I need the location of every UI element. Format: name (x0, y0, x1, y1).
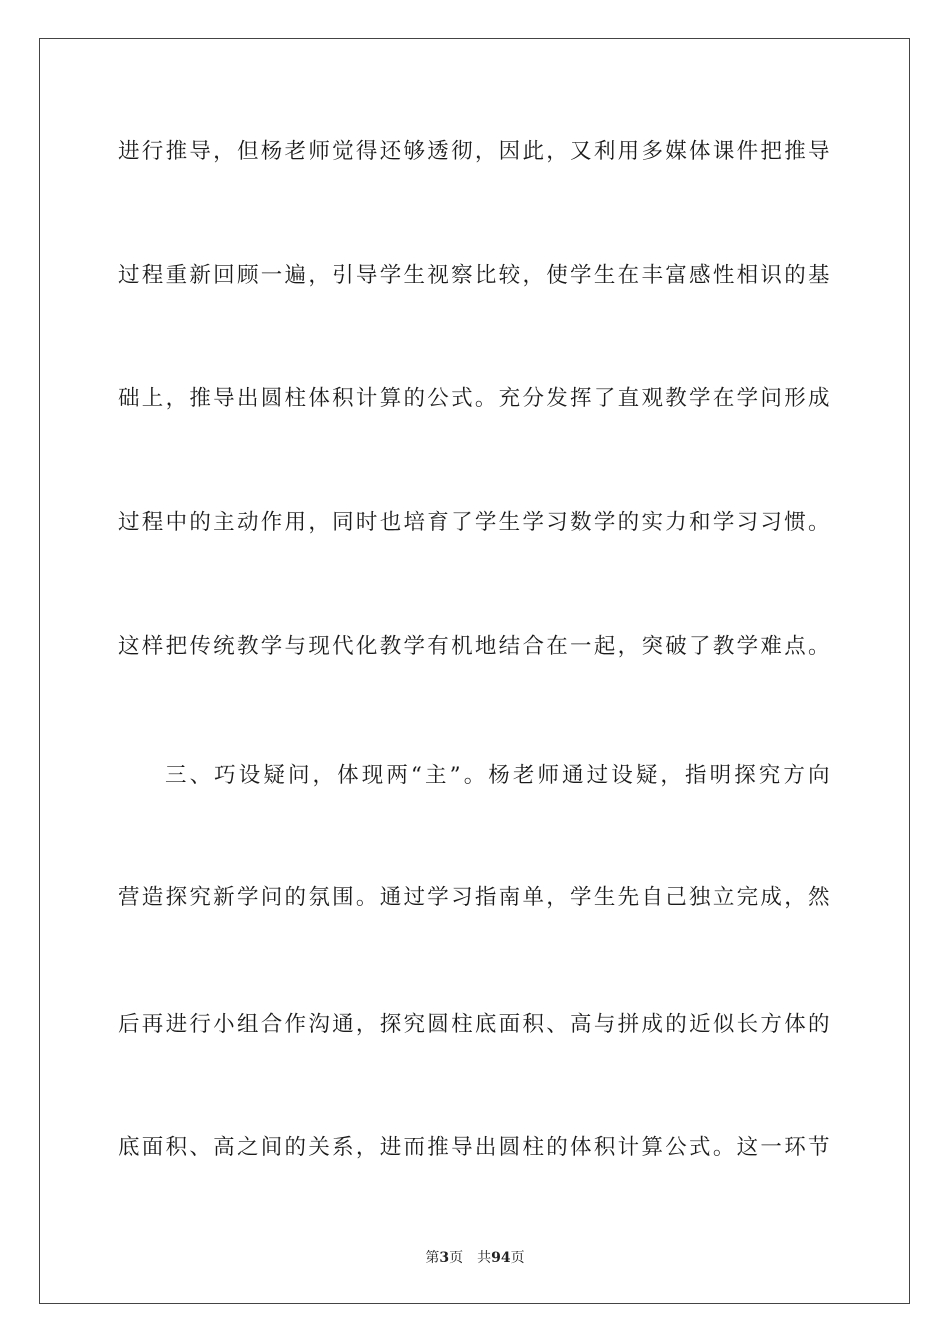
page-border (39, 38, 910, 1304)
page-footer (0, 1248, 950, 1268)
paragraph-start-line: 三、巧设疑问，体现两“主”。杨老师通过设疑，指明探究方向 (165, 763, 830, 788)
total-suffix: 页 (510, 1250, 525, 1266)
page-suffix: 页 (449, 1250, 464, 1266)
body-text-line: 营造探究新学问的氛围。通过学习指南单，学生先自己独立完成，然 (118, 885, 830, 910)
body-text-line: 过程重新回顾一遍，引导学生视察比较，使学生在丰富感性相识的基 (118, 263, 830, 288)
body-text-line: 进行推导，但杨老师觉得还够透彻，因此，又利用多媒体课件把推导 (118, 139, 830, 164)
page-prefix: 第 (425, 1250, 440, 1266)
body-text-line: 后再进行小组合作沟通，探究圆柱底面积、高与拼成的近似长方体的 (118, 1012, 830, 1037)
body-text-line: 过程中的主动作用，同时也培育了学生学习数学的实力和学习习惯。 (118, 510, 830, 535)
body-text-line: 础上，推导出圆柱体积计算的公式。充分发挥了直观教学在学问形成 (118, 386, 830, 411)
body-text-line: 底面积、高之间的关系，进而推导出圆柱的体积计算公式。这一环节 (118, 1135, 830, 1160)
total-pages: 94 (491, 1250, 511, 1266)
total-prefix: 共 (477, 1250, 492, 1266)
page-number: 3 (439, 1250, 450, 1266)
body-text-line: 这样把传统教学与现代化教学有机地结合在一起，突破了教学难点。 (118, 634, 830, 659)
